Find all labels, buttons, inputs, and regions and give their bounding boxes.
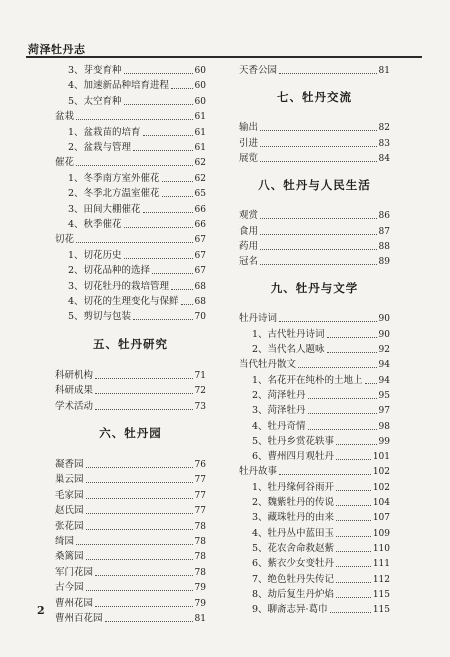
toc-entry-page: 111 (372, 559, 390, 570)
toc-entry[interactable] (55, 201, 206, 216)
dot-leader (86, 467, 193, 468)
dot-leader (260, 218, 377, 219)
toc-entry-label: 当代牡丹散文 (239, 359, 297, 371)
toc-entry-label: 张花园 (55, 520, 84, 532)
toc-entry[interactable] (239, 253, 390, 268)
toc-entry-label: 药用 (239, 240, 259, 252)
dot-leader (336, 505, 371, 506)
toc-entry[interactable] (55, 231, 206, 246)
toc-entry-label: 观赏 (239, 210, 259, 222)
toc-entry-page: 60 (194, 66, 206, 76)
dot-leader (327, 352, 377, 353)
toc-entry[interactable] (55, 471, 206, 486)
dot-leader (279, 321, 377, 322)
toc-entry-label: 5、剪切与包装 (68, 311, 132, 323)
dot-leader (171, 289, 193, 290)
toc-entry-label: 1、切花历史 (68, 249, 122, 261)
toc-entry[interactable] (239, 601, 390, 616)
toc-entry[interactable] (55, 367, 206, 382)
toc-entry-label: 盆栽 (55, 111, 75, 123)
toc-entry-label: 引进 (239, 137, 259, 149)
section-heading: 六、牡丹园 (99, 426, 162, 440)
toc-entry[interactable] (55, 262, 206, 277)
toc-entry-page: 72 (194, 386, 206, 397)
toc-entry-page: 104 (372, 498, 390, 508)
dot-leader (95, 575, 193, 576)
toc-entry[interactable] (239, 571, 390, 586)
toc-entry-label: 4、加速新品种培育进程 (68, 80, 170, 92)
toc-entry-page: 90 (378, 314, 390, 325)
toc-entry-page: 94 (378, 360, 390, 371)
toc-entry-page: 88 (378, 241, 390, 252)
dot-leader (336, 459, 371, 460)
toc-entry[interactable] (55, 487, 206, 502)
dot-leader (327, 337, 377, 338)
dot-leader (260, 249, 377, 250)
toc-entry-label: 2、盆栽与管理 (68, 142, 132, 153)
dot-leader (76, 544, 193, 545)
dot-leader (95, 393, 193, 394)
toc-entry-label: 古今园 (55, 582, 84, 594)
toc-entry-page: 78 (194, 521, 206, 532)
toc-entry-page: 78 (194, 552, 206, 563)
toc-entry-label: 4、牡丹奇情 (252, 420, 306, 432)
toc-entry-label: 1、古代牡丹诗词 (252, 328, 325, 340)
toc-entry[interactable] (55, 308, 206, 323)
dot-leader (308, 398, 377, 399)
dot-leader (86, 513, 193, 514)
toc-entry-page: 60 (194, 81, 206, 92)
toc-entry-page: 67 (194, 250, 206, 261)
toc-entry[interactable] (239, 463, 390, 478)
running-header: 菏泽牡丹志 (28, 43, 86, 56)
toc-entry[interactable] (55, 456, 206, 471)
dot-leader (336, 551, 371, 552)
dot-leader (279, 474, 371, 475)
toc-entry-label: 4、牡丹丛中蓝田玉 (252, 527, 335, 539)
toc-entry-label: 1、盆栽苗的培育 (68, 126, 141, 138)
dot-leader (365, 383, 377, 384)
toc-entry-label: 学术活动 (55, 400, 94, 412)
toc-entry-label: 5、花农舍命救赵紫 (252, 542, 335, 554)
toc-entry-page: 68 (194, 281, 206, 292)
toc-entry-label: 4、切花的生理变化与保鲜 (68, 296, 179, 307)
dot-leader (336, 582, 371, 583)
toc-entry-label: 3、切花牡丹的栽培管理 (68, 280, 170, 292)
toc-entry-page: 62 (194, 173, 206, 184)
toc-entry[interactable] (239, 555, 390, 570)
toc-entry[interactable] (239, 207, 390, 222)
toc-entry-label: 凝香园 (55, 459, 84, 470)
dot-leader (95, 409, 193, 410)
dot-leader (260, 130, 377, 131)
toc-entry-page: 109 (372, 528, 390, 539)
toc-entry-label: 曹州百花园 (55, 613, 103, 624)
header-rule (26, 56, 422, 58)
toc-entry-page: 66 (194, 220, 206, 230)
toc-entry-page: 73 (194, 401, 206, 412)
toc-entry-label: 5、太空育种 (68, 95, 122, 107)
toc-entry-label: 2、冬季北方温室催花 (68, 188, 160, 200)
toc-entry[interactable] (55, 278, 206, 293)
toc-entry-label: 曹州花园 (55, 597, 94, 609)
toc-entry-page: 84 (378, 153, 390, 164)
dot-leader (330, 612, 371, 613)
toc-entry[interactable] (55, 93, 206, 108)
toc-entry-page: 79 (194, 598, 206, 609)
toc-entry[interactable] (239, 62, 390, 77)
dot-leader (171, 88, 193, 89)
toc-entry[interactable] (55, 293, 206, 308)
toc-entry[interactable] (55, 610, 206, 625)
toc-entry-label: 9、聊斋志异·葛巾 (252, 604, 328, 616)
toc-entry-label: 巢云园 (55, 474, 84, 486)
toc-entry-label: 赵氏园 (55, 505, 84, 517)
toc-entry-page: 107 (372, 513, 390, 524)
toc-entry-label: 4、秋季催花 (68, 219, 122, 230)
dot-leader (336, 490, 371, 491)
toc-entry[interactable] (239, 223, 390, 238)
dot-leader (143, 212, 193, 213)
toc-entry-page: 61 (194, 112, 206, 123)
toc-entry-page: 82 (378, 123, 390, 134)
toc-entry[interactable] (55, 77, 206, 92)
toc-entry[interactable] (239, 372, 390, 387)
toc-entry[interactable] (55, 62, 206, 77)
dot-leader (279, 73, 377, 74)
toc-entry-page: 81 (194, 614, 206, 624)
dot-leader (76, 165, 193, 166)
toc-entry-label: 食用 (239, 225, 259, 237)
toc-entry-page: 115 (372, 605, 390, 616)
dot-leader (181, 304, 193, 305)
dot-leader (162, 196, 193, 197)
dot-leader (133, 319, 193, 320)
toc-entry-label: 3、菏泽牡丹 (252, 405, 306, 417)
dot-leader (260, 161, 377, 162)
toc-entry-page: 68 (194, 297, 206, 307)
dot-leader (95, 378, 193, 379)
toc-entry-label: 科研成果 (55, 385, 94, 397)
toc-entry-page: 78 (194, 567, 206, 578)
toc-entry-label: 展览 (239, 152, 259, 164)
toc-entry-label: 3、芽变育种 (68, 65, 122, 76)
dot-leader (86, 529, 193, 530)
toc-entry[interactable] (239, 494, 390, 509)
toc-entry[interactable] (55, 382, 206, 397)
toc-entry-page: 86 (378, 211, 390, 222)
toc-entry-page: 67 (194, 235, 206, 246)
dot-leader (124, 104, 193, 105)
toc-entry-page: 83 (378, 138, 390, 149)
toc-entry-page: 65 (194, 189, 206, 200)
dot-leader (143, 135, 193, 136)
dot-leader (336, 536, 371, 537)
toc-entry-page: 99 (378, 436, 390, 447)
dot-leader (336, 566, 371, 567)
section-heading: 八、牡丹与人民生活 (258, 178, 371, 193)
section-heading: 九、牡丹与文学 (270, 281, 359, 296)
toc-entry-label: 1、牡丹缘何谷雨开 (252, 481, 335, 493)
dot-leader (308, 429, 377, 430)
toc-entry[interactable] (239, 433, 390, 448)
toc-entry[interactable] (55, 185, 206, 200)
toc-entry-label: 2、切花品种的选择 (68, 265, 151, 277)
toc-entry-label: 牡丹诗词 (239, 313, 278, 325)
toc-entry-page: 60 (194, 96, 206, 107)
dot-leader (336, 444, 377, 445)
page-number: 2 (37, 604, 45, 617)
toc-entry-label: 6、曹州四月观牡丹 (252, 451, 335, 463)
toc-entry-page: 110 (372, 543, 390, 554)
toc-entry-page: 87 (378, 226, 390, 237)
toc-entry-page: 89 (378, 257, 390, 268)
dot-leader (336, 597, 371, 598)
dot-leader (152, 273, 193, 274)
toc-entry[interactable] (55, 548, 206, 563)
toc-entry[interactable] (239, 356, 390, 371)
toc-entry[interactable] (55, 247, 206, 262)
toc-entry-page: 77 (194, 506, 206, 517)
toc-entry-page: 70 (194, 312, 206, 323)
toc-entry[interactable] (239, 135, 390, 150)
toc-entry[interactable] (239, 479, 390, 494)
toc-entry[interactable] (55, 579, 206, 594)
toc-entry-page: 79 (194, 583, 206, 594)
toc-entry-label: 催花 (55, 157, 75, 169)
toc-entry[interactable] (239, 418, 390, 433)
toc-entry-page: 95 (378, 390, 390, 401)
toc-entry-page: 92 (378, 345, 390, 355)
toc-entry[interactable] (55, 170, 206, 185)
dot-leader (133, 150, 193, 151)
toc-entry[interactable] (55, 398, 206, 413)
toc-entry-page: 62 (194, 158, 206, 169)
toc-entry-label: 切花 (55, 234, 75, 246)
dot-leader (95, 606, 193, 607)
dot-leader (336, 520, 371, 521)
dot-leader (86, 590, 193, 591)
toc-entry-label: 科研机构 (55, 369, 94, 381)
toc-entry[interactable] (239, 509, 390, 524)
dot-leader (76, 119, 193, 120)
toc-entry-label: 输出 (239, 122, 259, 134)
toc-entry[interactable] (239, 387, 390, 402)
dot-leader (308, 413, 377, 414)
dot-leader (124, 73, 193, 74)
toc-entry-label: 毛家园 (55, 489, 84, 501)
toc-entry-label: 6、紫衣少女变牡丹 (252, 558, 335, 570)
toc-entry[interactable] (55, 124, 206, 139)
toc-entry-label: 2、当代名人题咏 (252, 344, 325, 355)
toc-entry[interactable] (239, 326, 390, 341)
toc-entry-label: 天香公园 (239, 65, 278, 76)
toc-entry-page: 67 (194, 266, 206, 277)
toc-entry[interactable] (55, 502, 206, 517)
toc-entry-label: 2、菏泽牡丹 (252, 389, 306, 401)
toc-entry[interactable] (55, 154, 206, 169)
toc-entry[interactable] (239, 525, 390, 540)
toc-entry-label: 3、藏珠牡丹的由来 (252, 512, 335, 524)
toc-entry[interactable] (239, 150, 390, 165)
toc-entry-label: 3、田间大棚催花 (68, 203, 141, 215)
toc-entry[interactable] (55, 595, 206, 610)
toc-entry-page: 98 (378, 421, 390, 432)
dot-leader (86, 498, 193, 499)
dot-leader (124, 258, 193, 259)
section-heading: 七、牡丹交流 (277, 90, 352, 105)
toc-entry-label: 冠名 (239, 256, 259, 268)
toc-entry-page: 61 (194, 127, 206, 138)
toc-entry[interactable] (55, 216, 206, 231)
toc-entry-label: 军门花园 (55, 566, 94, 578)
toc-entry-page: 97 (378, 406, 390, 417)
toc-entry-label: 绮园 (55, 536, 75, 547)
toc-entry-page: 90 (378, 329, 390, 340)
dot-leader (105, 621, 193, 622)
toc-entry[interactable] (55, 564, 206, 579)
toc-entry-label: 5、牡丹乡赏花轶事 (252, 435, 335, 447)
toc-entry-page: 66 (194, 204, 206, 215)
toc-entry-page: 112 (372, 574, 390, 585)
toc-entry[interactable] (55, 533, 206, 548)
toc-entry[interactable] (239, 238, 390, 253)
toc-entry[interactable] (239, 540, 390, 555)
dot-leader (260, 146, 377, 147)
dot-leader (86, 482, 193, 483)
toc-entry[interactable] (55, 108, 206, 123)
toc-entry-page: 101 (372, 452, 390, 463)
dot-leader (76, 242, 193, 243)
toc-entry-label: 桑篱园 (55, 551, 84, 563)
dot-leader (298, 367, 377, 368)
toc-entry[interactable] (55, 139, 206, 154)
toc-entry[interactable] (239, 341, 390, 356)
toc-entry-label: 1、冬季南方室外催花 (68, 172, 160, 184)
toc-entry-label: 8、劫后复生丹炉焰 (252, 588, 335, 600)
dot-leader (260, 264, 377, 265)
dot-leader (162, 181, 193, 182)
toc-entry-page: 76 (194, 460, 206, 470)
toc-entry-page: 81 (378, 66, 390, 76)
toc-entry-label: 2、魏紫牡丹的传说 (252, 497, 335, 508)
toc-entry-page: 102 (372, 467, 390, 478)
toc-entry-page: 94 (378, 375, 390, 386)
toc-entry[interactable] (55, 518, 206, 533)
toc-entry-page: 77 (194, 490, 206, 501)
toc-entry[interactable] (239, 586, 390, 601)
toc-entry-page: 77 (194, 475, 206, 486)
toc-entry-page: 102 (372, 482, 390, 493)
toc-entry-page: 115 (372, 589, 390, 600)
dot-leader (86, 559, 193, 560)
toc-entry[interactable] (239, 448, 390, 463)
dot-leader (124, 227, 193, 228)
toc-entry-page: 61 (194, 143, 206, 153)
toc-entry-label: 牡丹故事 (239, 466, 278, 478)
toc-entry-page: 71 (194, 370, 206, 381)
toc-entry-page: 78 (194, 537, 206, 547)
toc-entry-label: 1、名花开在纯朴的土地上 (252, 374, 363, 386)
toc-entry[interactable] (239, 402, 390, 417)
toc-entry-label: 7、绝色牡丹失传记 (252, 573, 335, 585)
dot-leader (260, 234, 377, 235)
section-heading: 五、牡丹研究 (93, 336, 168, 351)
toc-entry[interactable] (239, 119, 390, 134)
toc-entry[interactable] (239, 310, 390, 325)
